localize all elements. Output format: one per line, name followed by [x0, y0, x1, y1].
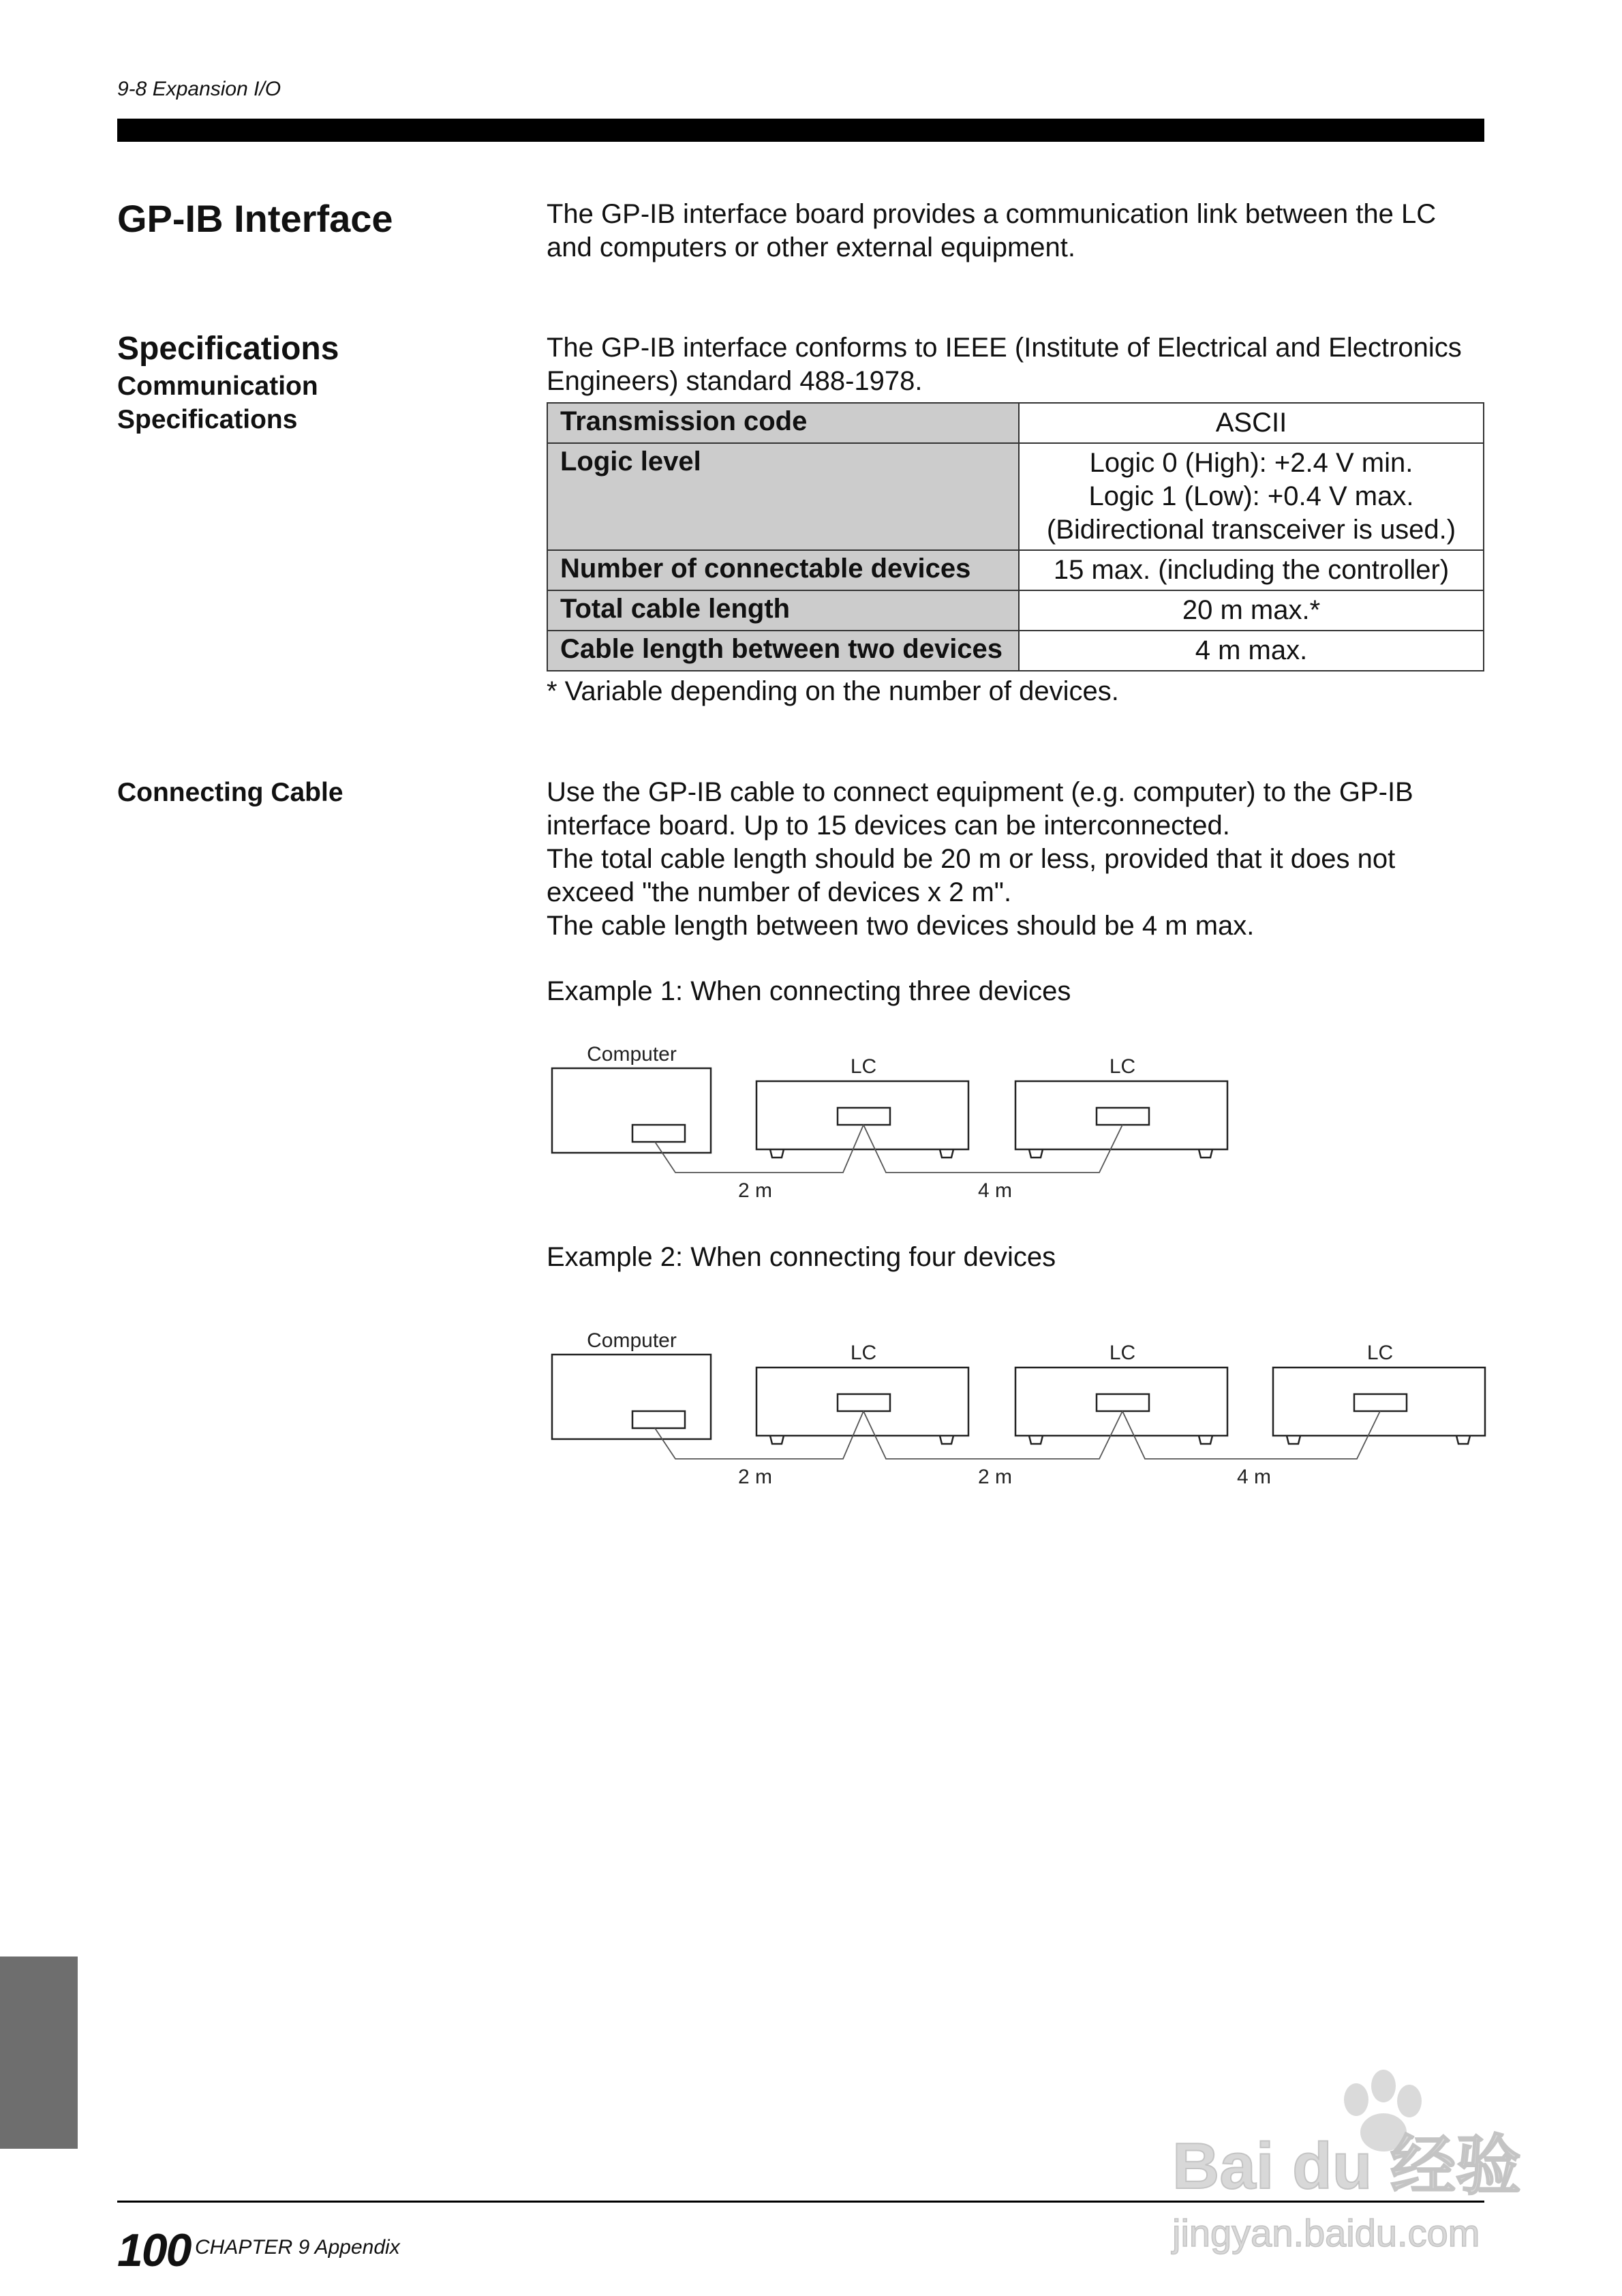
watermark-url: jingyan.baidu.com	[1172, 2211, 1480, 2254]
table-row	[547, 550, 1484, 590]
example2-caption: Example 2: When connecting four devices	[547, 1242, 1056, 1272]
spec-label: Transmission code	[547, 403, 1019, 443]
spec-value	[1019, 443, 1484, 550]
spec-value-line: 20 m max.*	[1182, 595, 1321, 625]
lc-unit-box	[1273, 1368, 1485, 1436]
spec-value	[1019, 403, 1484, 443]
paragraph-line: Use the GP-IB cable to connect equipment (e.g. computer) to the GP-IB	[547, 777, 1413, 807]
lc-foot	[1456, 1436, 1470, 1444]
spec-value-line: (Bidirectional transceiver is used.)	[1046, 515, 1456, 545]
lc-label: LC	[1109, 1055, 1136, 1078]
spec-value-line: ASCII	[1215, 408, 1287, 438]
spec-value	[1019, 590, 1484, 631]
spec-label: Cable length between two devices	[547, 631, 1019, 671]
example1-caption: Example 1: When connecting three devices	[547, 976, 1071, 1006]
spec-value-line: 15 max. (including the controller)	[1053, 555, 1450, 585]
example1-diagram	[542, 1036, 1496, 1207]
table-row	[547, 443, 1484, 550]
lc-connector	[1354, 1394, 1407, 1411]
lc-foot	[940, 1149, 953, 1158]
lc-connector	[1097, 1108, 1149, 1125]
specifications-intro	[547, 331, 1462, 398]
intro-line: and computers or other external equipment.	[547, 232, 1075, 262]
spec-value	[1019, 550, 1484, 590]
table-footnote: * Variable depending on the number of devices.	[547, 676, 1119, 706]
paragraph-line: interface board. Up to 15 devices can be interconnected.	[547, 811, 1230, 841]
baidu-watermark-logo	[1159, 2052, 1540, 2270]
lc-connector	[838, 1394, 890, 1411]
intro-line: The GP-IB interface board provides a communication link between the LC	[547, 199, 1437, 229]
intro-paragraph	[547, 198, 1436, 265]
paragraph-line: exceed "the number of devices x 2 m".	[547, 877, 1012, 907]
lc-foot	[770, 1436, 784, 1444]
lc-connector	[838, 1108, 890, 1125]
computer-label: Computer	[587, 1043, 677, 1066]
cable-length-label: 4 m	[1236, 1466, 1272, 1488]
subheading-line: Specifications	[117, 405, 298, 434]
intro-line: The GP-IB interface conforms to IEEE (Institute of Electrical and Electronics	[547, 333, 1462, 363]
spec-table	[547, 402, 1484, 671]
lc-connector	[1097, 1394, 1149, 1411]
chapter-side-tab	[0, 1957, 78, 2149]
computer-box	[552, 1355, 711, 1439]
spec-value-line: Logic 0 (High): +2.4 V min.	[1089, 448, 1413, 478]
connecting-cable-heading: Connecting Cable	[117, 778, 343, 807]
lc-label: LC	[1366, 1342, 1394, 1364]
cable-length-label: 2 m	[737, 1179, 773, 1202]
spec-value	[1019, 631, 1484, 671]
spec-value-line: 4 m max.	[1195, 635, 1308, 665]
lc-foot	[1029, 1436, 1043, 1444]
computer-connector	[632, 1125, 685, 1142]
lc-foot	[1029, 1149, 1043, 1158]
page-number: 100	[117, 2224, 191, 2276]
table-row	[547, 590, 1484, 631]
table-row	[547, 631, 1484, 671]
lc-unit-box	[756, 1081, 968, 1149]
example2-diagram	[542, 1323, 1496, 1493]
lc-label: LC	[850, 1055, 877, 1078]
lc-label: LC	[850, 1342, 877, 1364]
lc-foot	[1287, 1436, 1300, 1444]
computer-connector	[632, 1411, 685, 1428]
cable-length-label: 4 m	[977, 1179, 1013, 1202]
lc-label: LC	[1109, 1342, 1136, 1364]
paragraph-line: The total cable length should be 20 m or less, provided that it does not	[547, 844, 1396, 874]
lc-foot	[1199, 1149, 1212, 1158]
subheading-line: Communication	[117, 372, 318, 401]
lc-foot	[770, 1149, 784, 1158]
lc-unit-box	[1015, 1081, 1227, 1149]
computer-label: Computer	[587, 1329, 677, 1352]
paragraph-line: The cable length between two devices should be 4 m max.	[547, 911, 1255, 941]
footer-chapter: CHAPTER 9 Appendix	[195, 2236, 400, 2259]
spec-label: Logic level	[547, 443, 1019, 550]
connecting-cable-paragraph	[547, 776, 1413, 943]
communication-specifications-heading	[117, 369, 318, 436]
table-row	[547, 403, 1484, 443]
spec-label: Total cable length	[547, 590, 1019, 631]
cable-length-label: 2 m	[737, 1466, 773, 1488]
cable-length-label: 2 m	[977, 1466, 1013, 1488]
running-head: 9-8 Expansion I/O	[117, 78, 281, 100]
spec-value-line: Logic 1 (Low): +0.4 V max.	[1088, 481, 1414, 511]
section-title: GP-IB Interface	[117, 197, 393, 240]
lc-foot	[1199, 1436, 1212, 1444]
specifications-heading: Specifications	[117, 331, 339, 367]
intro-line: Engineers) standard 488-1978.	[547, 366, 923, 396]
lc-unit-box	[756, 1368, 968, 1436]
watermark-brand: Bai du 经验	[1172, 2130, 1522, 2203]
spec-label: Number of connectable devices	[547, 550, 1019, 590]
lc-foot	[940, 1436, 953, 1444]
header-rule	[117, 119, 1484, 142]
lc-unit-box	[1015, 1368, 1227, 1436]
computer-box	[552, 1068, 711, 1153]
